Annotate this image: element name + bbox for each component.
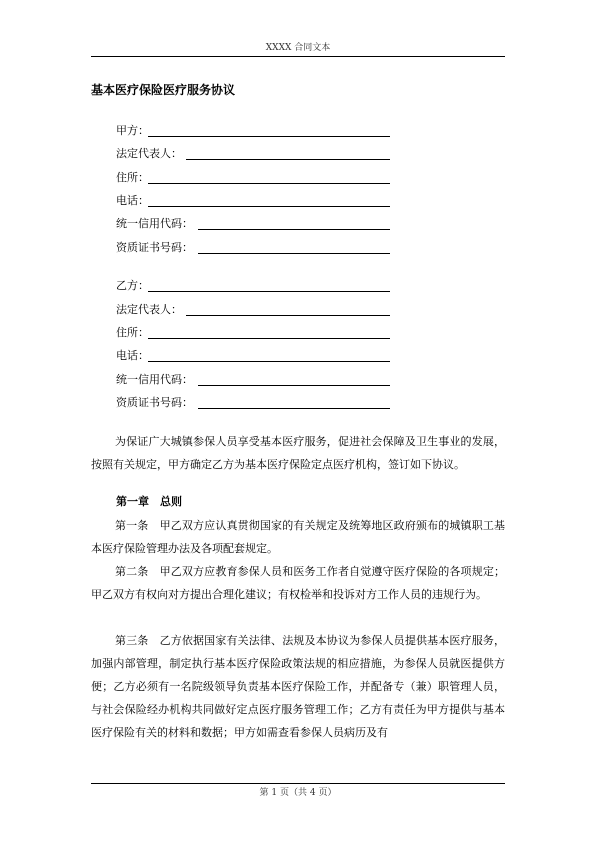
- party-b-legal-rep-field: [116, 302, 182, 318]
- document-title: 基本医疗保险医疗服务协议: [91, 83, 236, 97]
- field-label: 资质证书号码：: [116, 396, 193, 409]
- field-label: 住所：: [116, 171, 149, 184]
- fill-in-line: [198, 253, 390, 254]
- page-header: XXXX 合同文本: [265, 43, 331, 53]
- field-label: 资质证书号码：: [116, 241, 193, 254]
- field-label: 法定代表人：: [116, 303, 182, 316]
- fill-in-line: [198, 229, 390, 230]
- fill-in-line: [186, 159, 390, 160]
- fill-in-line: [148, 183, 390, 184]
- party-a-address-field: [116, 170, 149, 186]
- party-b-address-field: [116, 325, 149, 341]
- party-b-phone-field: [116, 348, 149, 364]
- party-a-credit-code-field: [116, 216, 193, 232]
- fill-in-line: [148, 136, 390, 137]
- field-label: 电话：: [116, 194, 149, 207]
- field-label: 统一信用代码：: [116, 217, 193, 230]
- footer-rule: [91, 783, 505, 784]
- article-1: 第一条 甲乙双方应认真贯彻国家的有关规定及统筹地区政府颁布的城镇职工基本医疗保险管理办法及各项配套规定。: [91, 519, 505, 555]
- party-a-phone-field: [116, 193, 149, 209]
- fill-in-line: [198, 408, 390, 409]
- field-label: 电话：: [116, 349, 149, 362]
- fill-in-line: [148, 338, 390, 339]
- field-label: 甲方：: [116, 124, 149, 137]
- party-a-name-field: [116, 123, 149, 139]
- fill-in-line: [148, 291, 390, 292]
- party-b-name-field: [116, 278, 149, 294]
- party-a-legal-rep-field: [116, 146, 182, 162]
- chapter-heading: 第一章 总则: [116, 495, 182, 508]
- fill-in-line: [148, 206, 390, 207]
- party-b-license-field: [116, 395, 193, 411]
- fill-in-line: [186, 315, 390, 316]
- page-footer: 第 1 页（共 4 页）: [259, 788, 337, 798]
- field-label: 法定代表人：: [116, 147, 182, 160]
- field-label: 乙方：: [116, 279, 149, 292]
- party-a-license-field: [116, 240, 193, 256]
- field-label: 统一信用代码：: [116, 373, 193, 386]
- article-2: 第二条 甲乙双方应教育参保人员和医务工作者自觉遵守医疗保险的各项规定；甲乙双方有权向对方提出合理化建议；有权检举和投诉对方工作人员的违规行为。: [91, 565, 505, 601]
- article-3: 第三条 乙方依据国家有关法律、法规及本协议为参保人员提供基本医疗服务，加强内部管理，制定执行基本医疗保险政策法规的相应措施，为参保人员就医提供方便；乙方必须有一名院级领导负责基本医疗保险工作，并配备专（兼）职管理人员，与社会保险经办机构共同做好定点医疗服务管理工作；乙方有责任为甲方提供与基本医疗保险有关的材料和数据；甲方如需查看参保人员病历及有: [91, 634, 505, 739]
- intro-paragraph: 为保证广大城镇参保人员享受基本医疗服务，促进社会保障及卫生事业的发展，按照有关规定，甲方确定乙方为基本医疗保险定点医疗机构，签订如下协议。: [91, 435, 505, 471]
- party-b-credit-code-field: [116, 372, 193, 388]
- fill-in-line: [198, 385, 390, 386]
- field-label: 住所：: [116, 326, 149, 339]
- fill-in-line: [148, 361, 390, 362]
- header-rule: [91, 56, 505, 57]
